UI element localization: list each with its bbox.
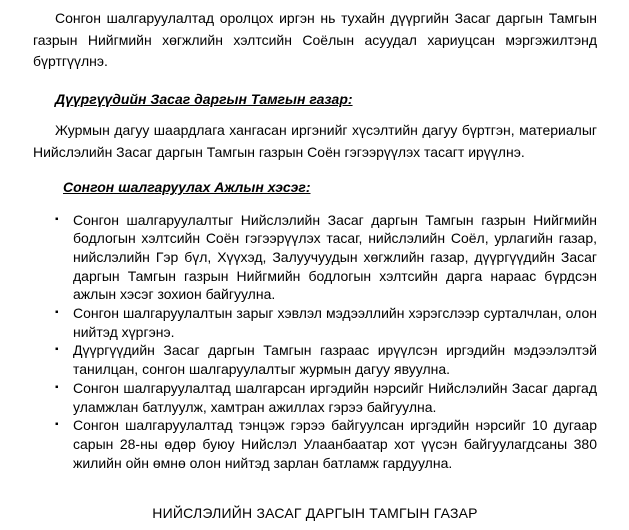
list-item-text: Сонгон шалгаруулалтад тэнцэж гэрээ байгуулсан иргэдийн нэрсийг 10 дугаар сарын 28-ны өдөр буюу Нийслэл Улаанбаатар хот үүсэн байгуулагдсаны 380 жилийн ойн өмнө олон нийтэд зарлан батламж гардуулна. bbox=[73, 417, 597, 471]
list-item bbox=[33, 304, 597, 341]
list-item-text: Сонгон шалгаруулалтад шалгарсан иргэдийн нэрсийг Нийслэлийн Засаг даргад уламжлан батлуулж, хамтран ажиллах гэрээ байгуулна. bbox=[73, 379, 597, 415]
list-item-text: Сонгон шалгаруулалтын зарыг хэвлэл мэдээллийн хэрэгслээр сурталчлан, олон нийтэд хүргэнэ. bbox=[73, 305, 597, 340]
section-heading-district-governor-office: Дүүргүүдийн Засаг даргын Тамгын газар: bbox=[55, 90, 353, 107]
square-bullet-icon: ▪ bbox=[55, 307, 59, 319]
list-item bbox=[33, 341, 597, 378]
bullet-list bbox=[33, 211, 597, 473]
procedure-paragraph: Журмын дагуу шаардлага хангасан иргэнийг хүсэлтийн дагуу бүртгэн, материалыг Нийслэлийн Засаг даргын Тамгын газрын Соён гэгээрүүлэх тасагт ирүүлнэ. bbox=[33, 122, 597, 160]
square-bullet-icon: ▪ bbox=[55, 419, 59, 431]
list-item-text: Сонгон шалгаруулалтыг Нийслэлийн Засаг даргын Тамгын газрын Нийгмийн бодлогын хэлтсийн Соён гэгээрүүлэх тасаг, нийслэлийн Соёл, урлагийн газар, нийслэлийн Гэр бүл, Хүүхэд, Залуучуудын хөгжлийн газар, дүүргүүдийн Засаг даргын Тамгын газрын Нийгмийн бодлогын хэлтсийн дарга нараас бүрдсэн ажлын хэсэг зохион байгуулна. bbox=[73, 211, 597, 303]
intro-paragraph: Сонгон шалгаруулалтад оролцох иргэн нь тухайн дүүргийн Засаг даргын Тамгын газрын Нийгмийн хөгжлийн хэлтсийн Соёлын асуудал хариуцсан мэргэжилтэнд бүртгүүлнэ. bbox=[33, 10, 597, 69]
list-item bbox=[33, 416, 597, 472]
list-item bbox=[33, 211, 597, 305]
footer-title: НИЙСЛЭЛИЙН ЗАСАГ ДАРГЫН ТАМГЫН ГАЗАР bbox=[152, 505, 478, 522]
section-heading-selection-workgroup: Сонгон шалгаруулах Ажлын хэсэг: bbox=[63, 179, 311, 195]
square-bullet-icon: ▪ bbox=[55, 213, 59, 225]
square-bullet-icon: ▪ bbox=[55, 344, 59, 356]
list-item-text: Дүүргүүдийн Засаг даргын Тамгын газраас ирүүлсэн иргэдийн мэдээлэлтэй танилцан, сонгон шалгаруулалтыг журмын дагуу явуулна. bbox=[73, 342, 597, 378]
square-bullet-icon: ▪ bbox=[55, 381, 59, 393]
list-item bbox=[33, 379, 597, 416]
